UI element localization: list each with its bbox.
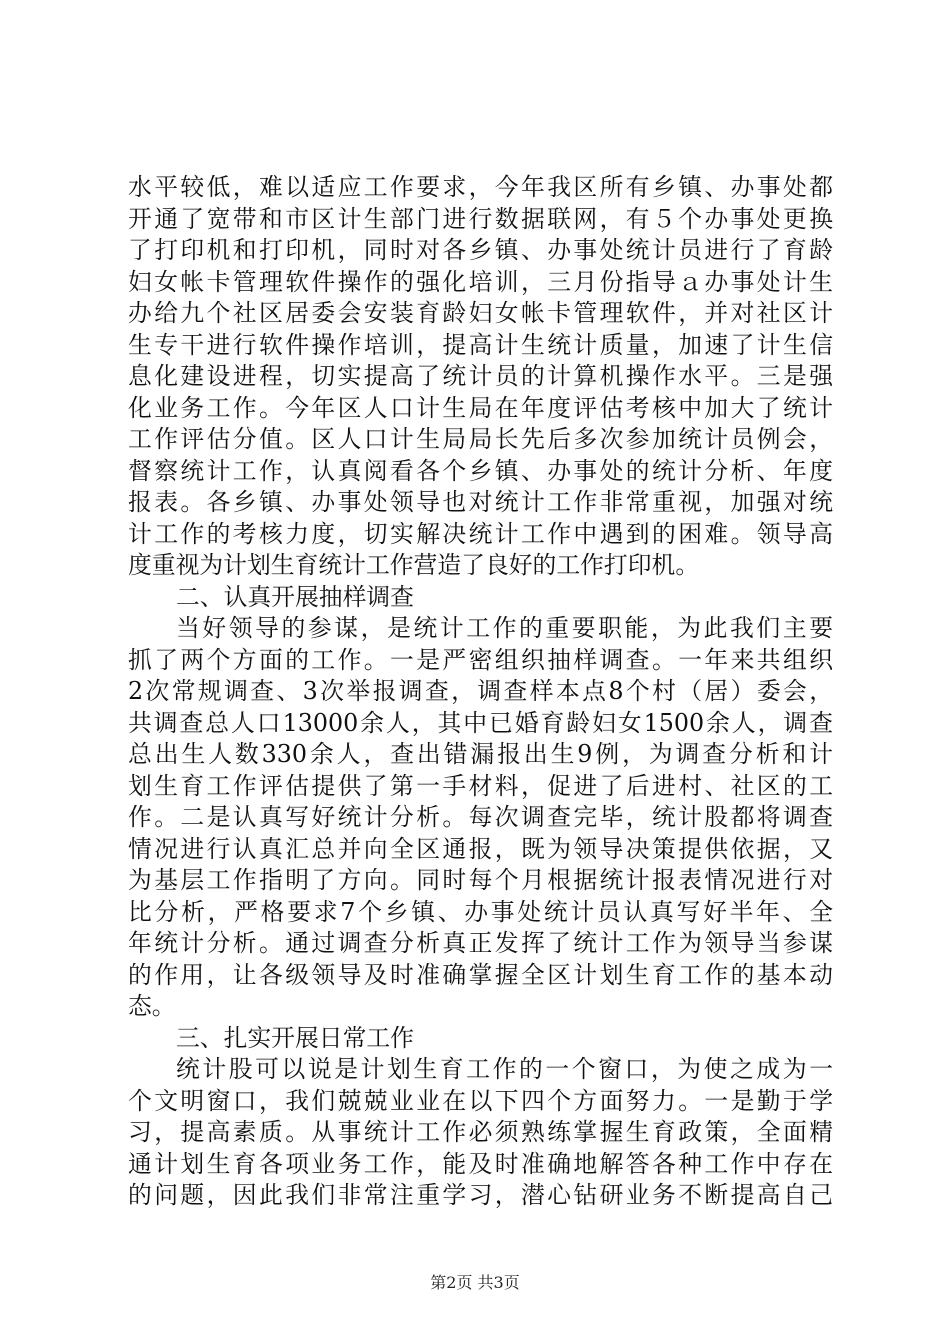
document-body bbox=[128, 172, 833, 1212]
text-line: 开通了宽带和市区计生部门进行数据联网，有５个办事处更换 bbox=[128, 204, 833, 233]
text-line: 划生育工作评估提供了第一手材料，促进了后进村、社区的工 bbox=[128, 771, 833, 800]
text-line: 息化建设进程，切实提高了统计员的计算机操作水平。三是强 bbox=[128, 362, 833, 390]
text-line: 的问题，因此我们非常注重学习，潜心钻研业务不断提高自己 bbox=[128, 1181, 833, 1209]
text-line: 2次常规调查、3次举报调查，调查样本点8个村（居）委会， bbox=[128, 677, 833, 705]
text-line: 报表。各乡镇、办事处领导也对统计工作非常重视，加强对统 bbox=[128, 488, 833, 516]
text-line: 年统计分析。通过调查分析真正发挥了统计工作为领导当参谋 bbox=[128, 929, 833, 957]
text-line: 化业务工作。今年区人口计生局在年度评估考核中加大了统计 bbox=[128, 393, 833, 422]
text-line: 统计股可以说是计划生育工作的一个窗口，为使之成为一 bbox=[176, 1055, 833, 1083]
text-line: 工作评估分值。区人口计生局局长先后多次参加统计员例会， bbox=[128, 425, 833, 453]
text-line: 个文明窗口，我们兢兢业业在以下四个方面努力。一是勤于学 bbox=[128, 1086, 833, 1115]
text-line: 了打印机和打印机，同时对各乡镇、办事处统计员进行了育龄 bbox=[128, 236, 833, 264]
text-line: 习，提高素质。从事统计工作必须熟练掌握生育政策，全面精 bbox=[128, 1118, 833, 1146]
text-line: 为基层工作指明了方向。同时每个月根据统计报表情况进行对 bbox=[128, 866, 833, 894]
page-number-label: 第2页 共3页 bbox=[430, 1273, 520, 1292]
text-line: 情况进行认真汇总并向全区通报，既为领导决策提供依据，又 bbox=[128, 834, 833, 863]
text-line: 态。 bbox=[128, 992, 176, 1020]
text-line: 共调查总人口13000余人，其中已婚育龄妇女1500余人，调查 bbox=[128, 708, 833, 737]
section-heading: 二、认真开展抽样调查 bbox=[176, 582, 414, 611]
text-line: 作。二是认真写好统计分析。每次调查完毕，统计股都将调查 bbox=[128, 803, 833, 831]
section-heading: 三、扎实开展日常工作 bbox=[176, 1023, 414, 1052]
text-line: 妇女帐卡管理软件操作的强化培训，三月份指导ａ办事处计生 bbox=[128, 267, 833, 296]
text-line: 当好领导的参谋，是统计工作的重要职能，为此我们主要 bbox=[176, 614, 833, 642]
text-line: 抓了两个方面的工作。一是严密组织抽样调查。一年来共组织 bbox=[128, 645, 833, 674]
text-line: 计工作的考核力度，切实解决统计工作中遇到的困难。领导高 bbox=[128, 519, 833, 548]
text-line: 比分析，严格要求7个乡镇、办事处统计员认真写好半年、全 bbox=[128, 897, 833, 926]
text-line: 通计划生育各项业务工作，能及时准确地解答各种工作中存在 bbox=[128, 1149, 833, 1178]
text-line: 督察统计工作，认真阅看各个乡镇、办事处的统计分析、年度 bbox=[128, 456, 833, 485]
text-line: 总出生人数330余人，查出错漏报出生9例，为调查分析和计 bbox=[128, 740, 833, 768]
text-line: 度重视为计划生育统计工作营造了良好的工作打印机。 bbox=[128, 551, 700, 579]
text-line: 的作用，让各级领导及时准确掌握全区计划生育工作的基本动 bbox=[128, 960, 833, 989]
page-footer bbox=[0, 1273, 950, 1293]
text-line: 办给九个社区居委会安装育龄妇女帐卡管理软件，并对社区计 bbox=[128, 299, 833, 327]
text-line: 水平较低，难以适应工作要求，今年我区所有乡镇、办事处都 bbox=[128, 173, 833, 201]
text-line: 生专干进行软件操作培训，提高计生统计质量，加速了计生信 bbox=[128, 330, 833, 359]
